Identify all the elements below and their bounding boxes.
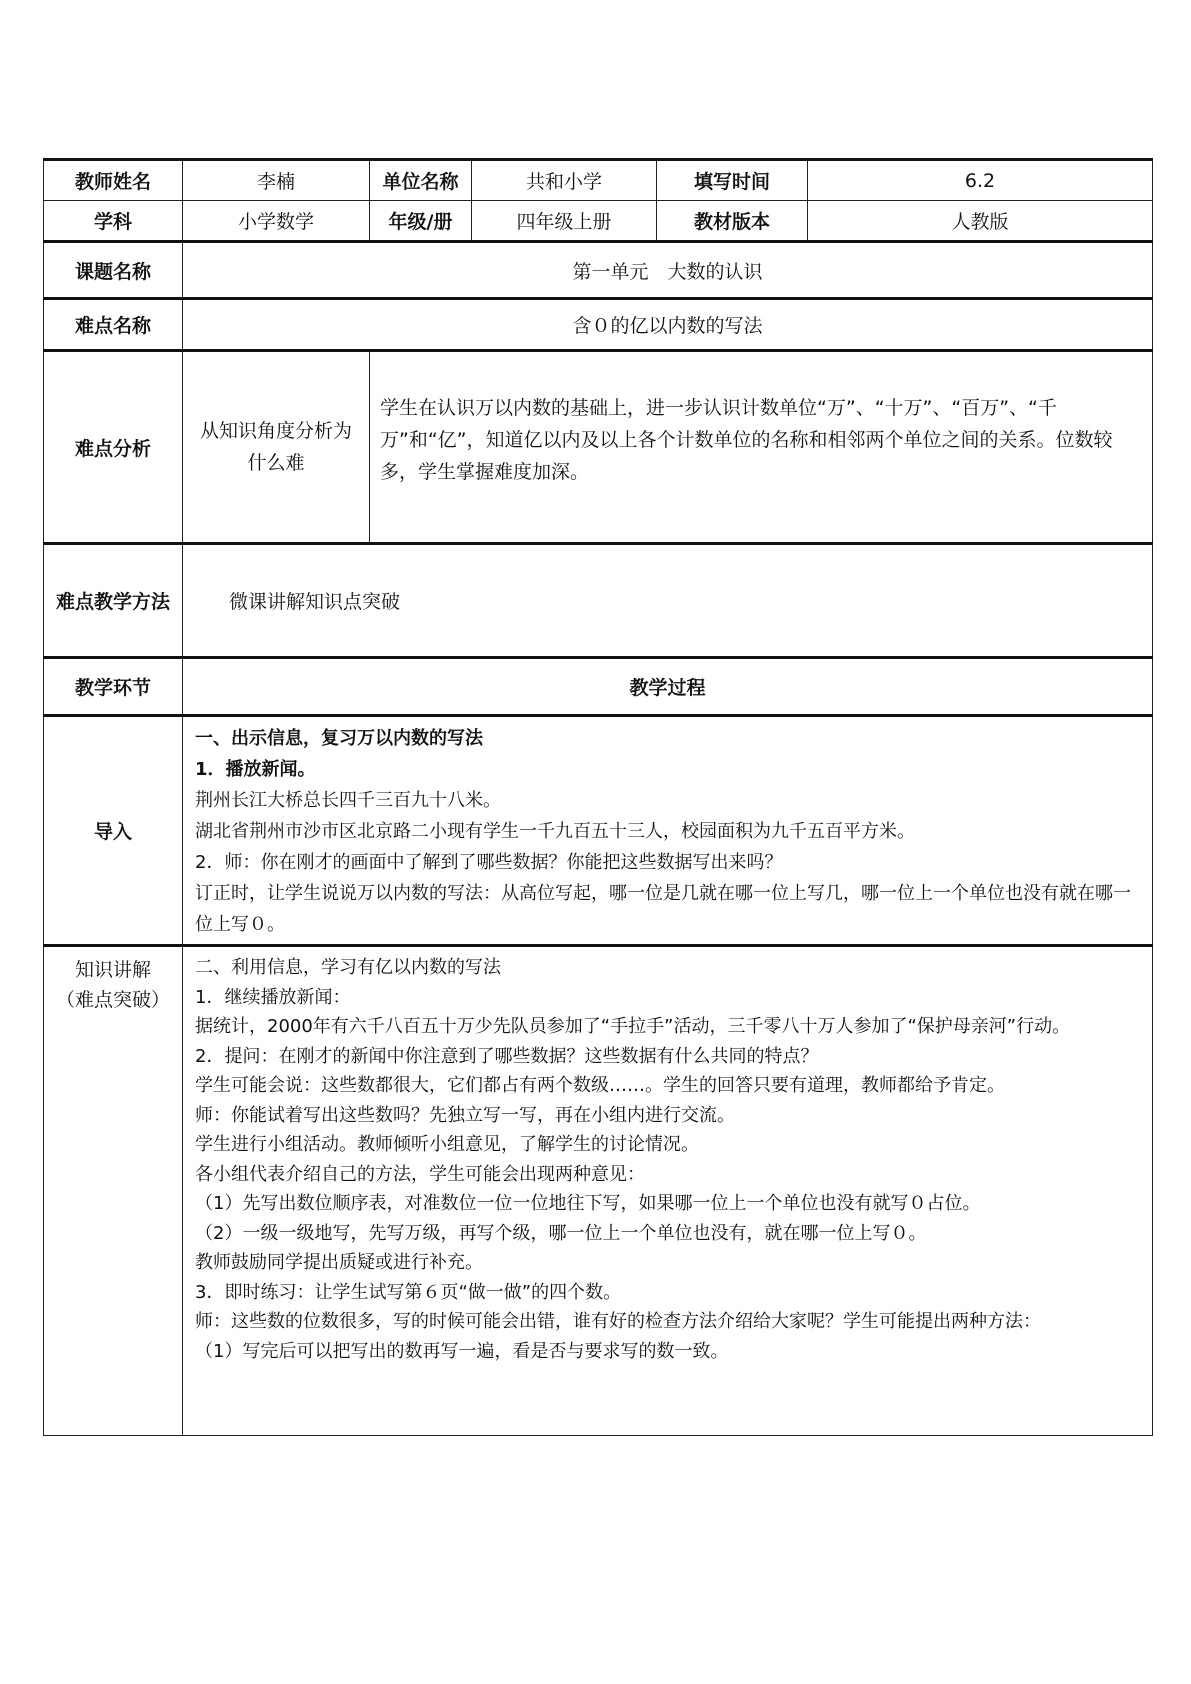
method-row <box>44 544 1153 658</box>
edition-label: 教材版本 <box>657 201 808 242</box>
analysis-sub-label: 从知识角度分析为什么难 <box>183 351 370 544</box>
topic-value: 第一单元 大数的认识 <box>183 242 1153 299</box>
subject-label: 学科 <box>44 201 183 242</box>
knowledge-line: 师：你能试着写出这些数吗？先独立写一写，再在小组内进行交流。 <box>195 1104 735 1126</box>
edition-value: 人教版 <box>808 201 1153 242</box>
analysis-label: 难点分析 <box>44 351 183 544</box>
intro-content <box>183 716 1153 946</box>
intro-line: 订正时，让学生说说万以内数的写法：从高位写起，哪一位是几就在哪一位上写几，哪一位上一个单位也没有就在哪一位上写０。 <box>195 883 1131 935</box>
unit-name-value: 共和小学 <box>472 160 657 201</box>
intro-line: 荆州长江大桥总长四千三百九十八米。 <box>195 790 501 811</box>
analysis-row <box>44 351 1153 544</box>
knowledge-line: 各小组代表介绍自己的方法，学生可能会出现两种意见： <box>195 1163 645 1185</box>
fill-date-value: 6.2 <box>808 160 1153 201</box>
subject-value: 小学数学 <box>183 201 370 242</box>
process-header-row <box>44 658 1153 716</box>
knowledge-content <box>183 946 1153 1436</box>
grade-label: 年级/册 <box>370 201 472 242</box>
intro-line: 2．师：你在刚才的画面中了解到了哪些数据？你能把这些数据写出来吗？ <box>195 852 783 873</box>
lesson-plan-table <box>43 158 1152 1436</box>
stage-label: 教学环节 <box>44 658 183 716</box>
knowledge-line: （1）先写出数位顺序表，对准数位一位一位地往下写，如果哪一位上一个单位也没有就写０占位。 <box>195 1193 981 1214</box>
analysis-text: 学生在认识万以内数的基础上，进一步认识计数单位“万”、“十万”、“百万”、“千万”和“亿”，知道亿以内及以上各个计数单位的名称和相邻两个单位之间的关系。位数较多，学生掌握难度加深。 <box>370 351 1153 544</box>
knowledge-line: 教师鼓励同学提出质疑或进行补充。 <box>195 1252 483 1273</box>
intro-row <box>44 716 1153 946</box>
topic-row <box>44 242 1153 299</box>
knowledge-line: 师：这些数的位数很多，写的时候可能会出错，谁有好的检查方法介绍给大家呢？学生可能提出两种方法： <box>195 1311 1041 1332</box>
process-label: 教学过程 <box>183 658 1153 716</box>
knowledge-line: （2）一级一级地写，先写万级，再写个级，哪一位上一个单位也没有，就在哪一位上写０。 <box>195 1222 927 1244</box>
teacher-name-value: 李楠 <box>183 160 370 201</box>
knowledge-line: （1）写完后可以把写出的数再写一遍，看是否与要求写的数一致。 <box>195 1340 729 1362</box>
method-value: 微课讲解知识点突破 <box>183 544 1153 658</box>
knowledge-line: 3．即时练习：让学生试写第６页“做一做”的四个数。 <box>195 1281 622 1303</box>
knowledge-line: 学生可能会说：这些数都很大，它们都占有两个数级……。学生的回答只要有道理，教师都给予肯定。 <box>195 1075 1005 1096</box>
knowledge-line: 学生进行小组活动。教师倾听小组意见，了解学生的讨论情况。 <box>195 1134 699 1155</box>
knowledge-label-main: 知识讲解 <box>74 959 151 981</box>
teacher-name-label: 教师姓名 <box>44 160 183 201</box>
difficulty-label: 难点名称 <box>44 299 183 351</box>
grade-value: 四年级上册 <box>472 201 657 242</box>
knowledge-line: 2．提问：在刚才的新闻中你注意到了哪些数据？这些数据有什么共同的特点？ <box>195 1045 819 1067</box>
knowledge-label-cell <box>44 946 183 1436</box>
intro-label: 导入 <box>44 716 183 946</box>
intro-line: 湖北省荆州市沙市区北京路二小现有学生一千九百五十三人，校园面积为九千五百平方米。 <box>195 821 915 842</box>
knowledge-line: 1．继续播放新闻： <box>195 986 351 1008</box>
knowledge-label-sub: （难点突破） <box>55 989 170 1011</box>
difficulty-row <box>44 299 1153 351</box>
topic-label: 课题名称 <box>44 242 183 299</box>
method-label: 难点教学方法 <box>44 544 183 658</box>
fill-date-label: 填写时间 <box>657 160 808 201</box>
knowledge-line: 二、利用信息，学习有亿以内数的写法 <box>195 957 501 978</box>
unit-name-label: 单位名称 <box>370 160 472 201</box>
difficulty-value: 含０的亿以内数的写法 <box>183 299 1153 351</box>
header-row-2 <box>44 201 1153 242</box>
header-row-1 <box>44 160 1153 201</box>
knowledge-line: 据统计，2000年有六千八百五十万少先队员参加了“手拉手”活动，三千零八十万人参加了“保护母亲河”行动。 <box>195 1016 1071 1037</box>
knowledge-row <box>44 946 1153 1436</box>
intro-line: 一、出示信息，复习万以内数的写法 <box>195 728 483 749</box>
lesson-plan-grid <box>43 158 1153 1436</box>
intro-line: 1．播放新闻。 <box>195 759 316 780</box>
